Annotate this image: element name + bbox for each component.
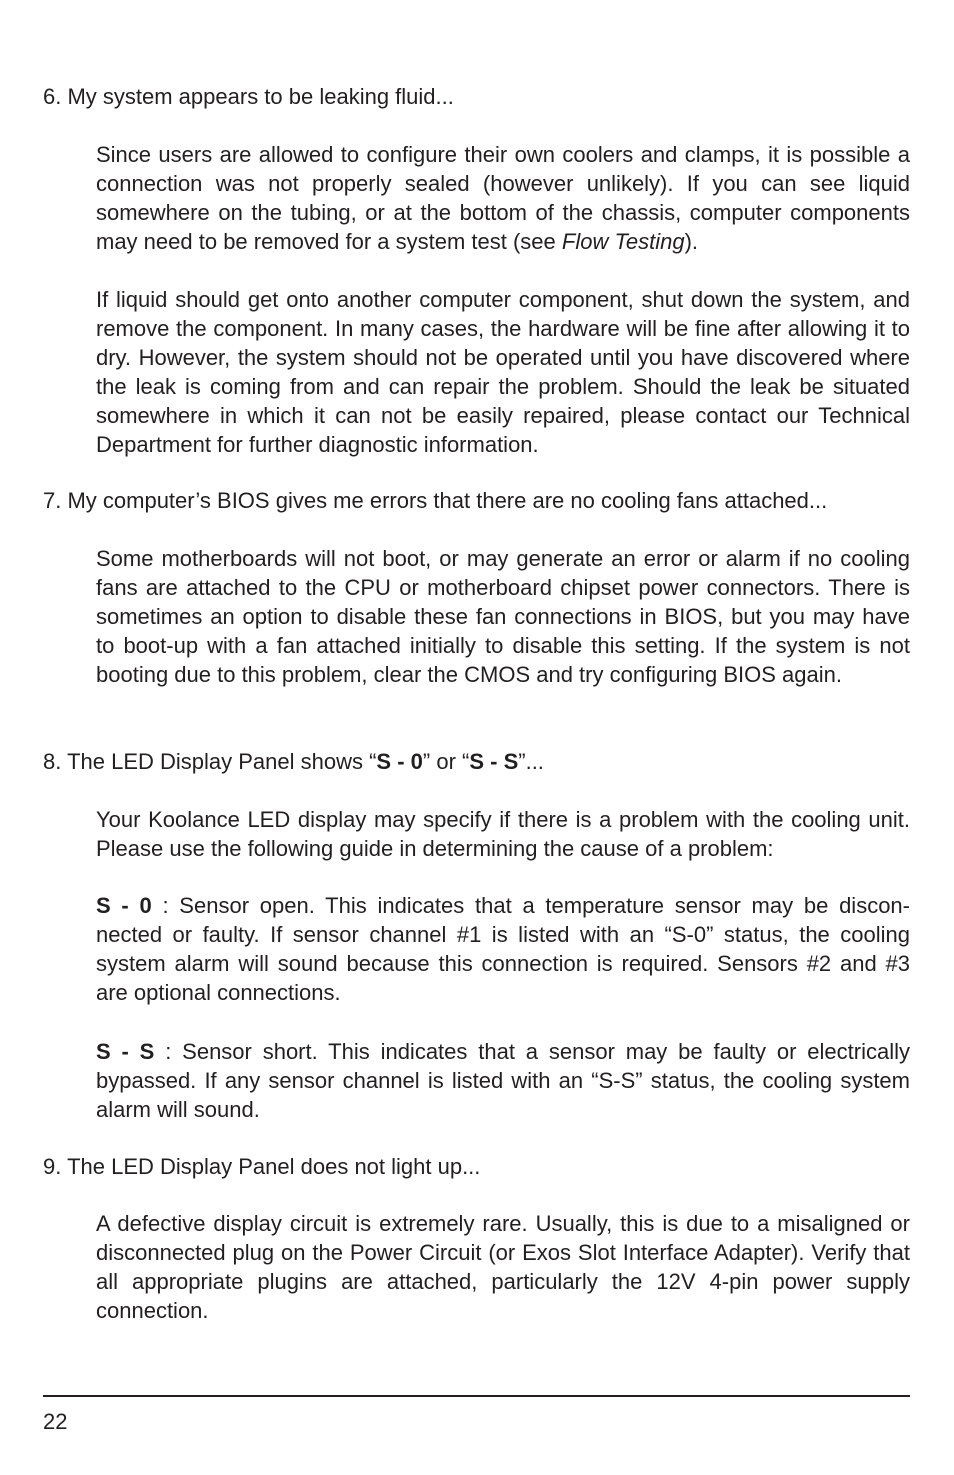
s0-code: S - 0 <box>376 749 423 774</box>
item-7-paragraph-1: Some motherboards will not boot, or may generate an error or alarm if no cooling fans are attached to the CPU or motherboard chipset power connectors. There is sometimes an option to disable these fan connections in BIOS, but you may have to boot-up with a fan attached initially to disable this setting. If the system is not booting due to this problem, clear the CMOS and try configuring BIOS again. <box>96 546 910 687</box>
item-9-paragraph-1: A defective display circuit is extremely rare. Usually, this is due to a misaligned or disconnected plug on the Power Circuit (or Exos Slot Interface Adapter). Verify that all appropriate plugins are attached, particularly the 12V 4-pin power supply connection. <box>96 1211 910 1323</box>
ss-label: S - S <box>96 1039 155 1064</box>
s0-label: S - 0 <box>96 893 152 918</box>
item-6-paragraph-1 <box>96 140 910 256</box>
item-6-heading: 6. My system appears to be leaking fluid... <box>43 84 454 109</box>
item-7-heading: 7. My computer’s BIOS gives me errors that there are no cooling fans attached... <box>43 488 828 513</box>
footer-divider <box>43 1395 910 1397</box>
flow-testing-reference: Flow Testing <box>561 229 685 254</box>
ss-code: S - S <box>469 749 519 774</box>
item-6-paragraph-1-text: Since users are allowed to configure their own coolers and clamps, it is possible a connection was not properly sealed (however unlikely). If you can see liquid somewhere on the tubing, or at the bottom of the chassis, computer components may need to be removed for a system test (see <box>96 142 910 254</box>
item-9-heading: 9. The LED Display Panel does not light up... <box>43 1154 481 1179</box>
item-8-heading-end: ”... <box>518 749 544 774</box>
page-number: 22 <box>43 1409 68 1434</box>
item-8-s0-paragraph <box>96 891 910 1007</box>
item-8-heading-mid: ” or “ <box>422 749 470 774</box>
item-6-paragraph-1-end: ). <box>684 229 699 254</box>
item-6-paragraph-2: If liquid should get onto another computer component, shut down the system, and remove the component. In many cases, the hardware will be fine after allowing it to dry. However, the system should not be operated until you have discovered where the leak is coming from and can repair the problem. Should the leak be situated somewhere in which it can not be easily repaired, please contact our Technical Department for further diagnostic information. <box>96 287 910 457</box>
item-8-paragraph-1: Your Koolance LED display may specify if there is a problem with the cooling unit. Please use the following guide in determining the cause of a problem: <box>96 807 910 861</box>
item-8-heading-text: 8. The LED Display Panel shows “ <box>43 749 377 774</box>
item-8-heading <box>43 747 923 776</box>
ss-description: : Sensor short. This indicates that a sensor may be faulty or electrically bypassed. If any sensor channel is listed with an “S-S” status, the cooling system alarm will sound. <box>96 1039 910 1122</box>
s0-description: : Sensor open. This indicates that a temperature sensor may be discon-nected or faulty. If sensor channel #1 is listed with an “S-0” status, the cooling system alarm will sound because this connection is required. Sensors #2 and #3 are optional connections. <box>96 893 910 1005</box>
item-8-ss-paragraph <box>96 1037 910 1124</box>
